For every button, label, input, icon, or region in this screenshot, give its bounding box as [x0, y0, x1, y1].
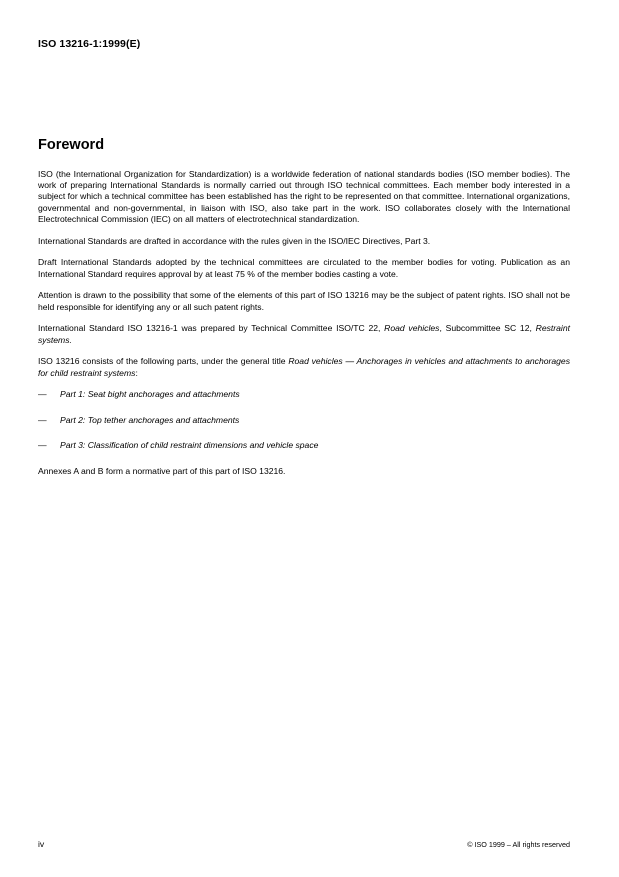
part-2-title: Part 2: Top tether anchorages and attachments — [60, 414, 240, 425]
parts-intro-colon: : — [135, 367, 138, 378]
parts-intro-text: ISO 13216 consists of the following parts, under the general title — [38, 356, 289, 367]
general-title: Road vehicles — Anchorages in vehicles and attachments to anchorages for child restraint systems — [38, 356, 570, 378]
list-item — [38, 415, 570, 426]
paragraph-patent-rights: Attention is drawn to the possibility that some of the elements of this part of ISO 13216 may be the subject of patent rights. ISO shall not be held responsible for identifying any or all such patent rights. — [38, 290, 570, 312]
paragraph-iso-intro: ISO (the International Organization for Standardization) is a worldwide federation of national standards bodies (ISO member bodies). The work of preparing International Standards is normally carried out through ISO technical committees. Each member body interested in a subject for which a technical committee has been established has the right to be represented on that committee. International organizations, governmental and non-governmental, in liaison with ISO, also take part in the work. ISO collaborates closely with the International Electrotechnical Commission (IEC) on all matters of electrotechnical standardization. — [38, 169, 570, 224]
prepared-by-text: International Standard ISO 13216-1 was prepared by Technical Committee ISO/TC 22, — [38, 323, 385, 334]
list-item — [38, 389, 570, 400]
subcommittee-name: Restraint systems. — [38, 323, 570, 345]
page-number: iv — [38, 839, 45, 849]
paragraph-prepared-by — [38, 323, 570, 345]
paragraph-voting: Draft International Standards adopted by the technical committees are circulated to the member bodies for voting. Publication as an International Standard requires approval by at least 75 % of the member bodies casting a vote. — [38, 257, 570, 279]
dash-bullet: — — [38, 440, 47, 451]
list-item — [38, 440, 570, 451]
committee-name: Road vehicles — [384, 323, 440, 334]
page-title: Foreword — [38, 137, 105, 153]
part-1-title: Part 1: Seat bight anchorages and attachments — [60, 389, 240, 400]
part-3-title: Part 3: Classification of child restraint dimensions and vehicle space — [60, 440, 319, 451]
dash-bullet: — — [38, 389, 47, 400]
paragraph-annexes: Annexes A and B form a normative part of this part of ISO 13216. — [38, 465, 286, 476]
dash-bullet: — — [38, 414, 47, 425]
copyright-notice: © ISO 1999 – All rights reserved — [467, 840, 570, 849]
foreword-body — [38, 169, 570, 487]
document-id: ISO 13216-1:1999(E) — [38, 38, 141, 50]
prepared-by-text-2: , Subcommittee SC 12, — [439, 323, 536, 334]
paragraph-parts-intro — [38, 356, 570, 378]
paragraph-drafting-rules: International Standards are drafted in accordance with the rules given in the ISO/IEC Directives, Part 3. — [38, 235, 431, 246]
